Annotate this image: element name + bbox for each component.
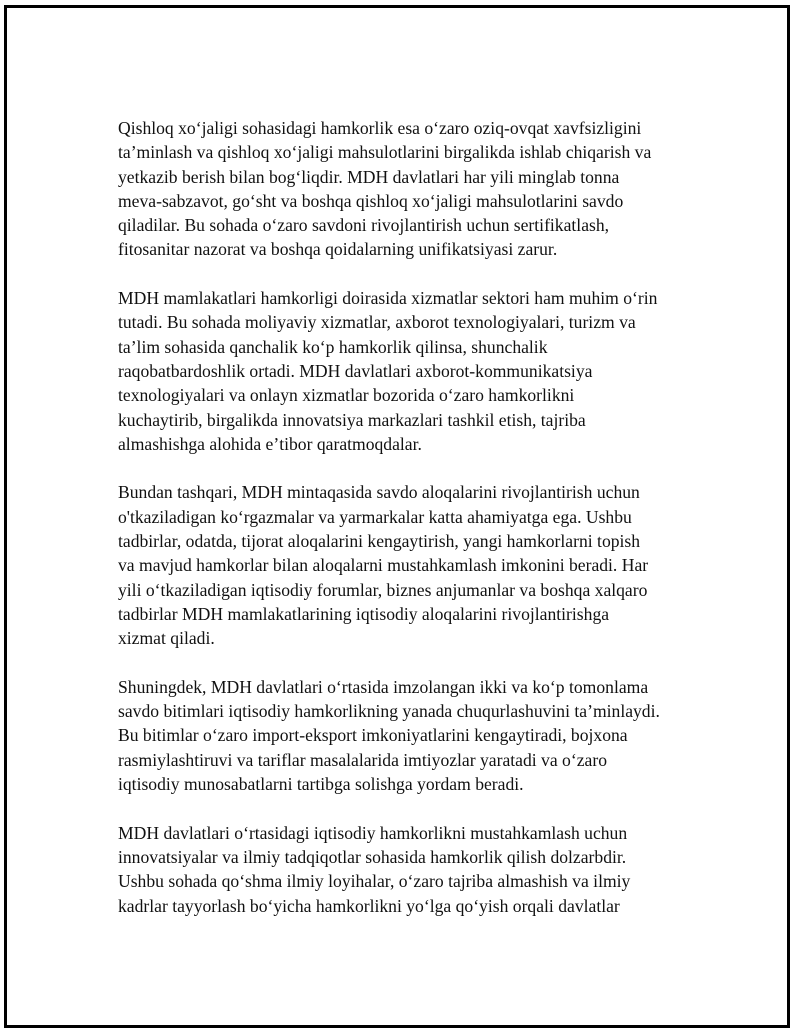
text-line: tadbirlar MDH mamlakatlarining iqtisodiy aloqalarini rivojlantirishga xyxy=(118,603,610,624)
text-line: Qishloq xoʻjaligi sohasidagi hamkorlik esa oʻzaro oziq-ovqat xavfsizligini xyxy=(118,118,642,138)
text-line: iqtisodiy munosabatlarni tartibga solishga yordam beradi. xyxy=(118,774,524,795)
text-line: tadbirlar, odatda, tijorat aloqalarini kengaytirish, yangi hamkorlarni topish xyxy=(118,531,641,552)
document-body xyxy=(118,116,693,942)
text-line: taʼminlash va qishloq xoʻjaligi mahsulotlarini birgalikda ishlab chiqarish va xyxy=(118,142,652,163)
text-line: MDH davlatlari oʻrtasidagi iqtisodiy hamkorlikni mustahkamlash uchun xyxy=(118,822,628,843)
paragraph-trade-agreements xyxy=(118,675,693,796)
text-line: taʼlim sohasida qanchalik koʻp hamkorlik qilinsa, shunchalik xyxy=(118,336,548,357)
text-line: MDH mamlakatlari hamkorligi doirasida xizmatlar sektori ham muhim oʻrin xyxy=(118,288,658,309)
text-line: Bu bitimlar oʻzaro import-eksport imkoniyatlarini kengaytiradi, bojxona xyxy=(118,725,628,746)
text-line: Ushbu sohada qoʻshma ilmiy loyihalar, oʻzaro tajriba almashish va ilmiy xyxy=(118,871,631,892)
text-line: raqobatbardoshlik ortadi. MDH davlatlari axborot-kommunikatsiya xyxy=(118,360,593,381)
paragraph-services xyxy=(118,286,693,456)
text-line: xizmat qiladi. xyxy=(118,628,215,649)
text-line: savdo bitimlari iqtisodiy hamkorlikning yanada chuqurlashuvini taʼminlaydi. xyxy=(118,701,660,722)
text-line: qiladilar. Bu sohada oʻzaro savdoni rivojlantirish uchun sertifikatlash, xyxy=(118,215,610,236)
text-line: kadrlar tayyorlash boʻyicha hamkorlikni yoʻlga qoʻyish orqali davlatlar xyxy=(118,895,620,916)
text-line: o'tkaziladigan koʻrgazmalar va yarmarkalar katta ahamiyatga ega. Ushbu xyxy=(118,506,632,527)
text-line: texnologiyalari va onlayn xizmatlar bozorida oʻzaro hamkorlikni xyxy=(118,385,575,406)
text-line: yetkazib berish bilan bogʻliqdir. MDH davlatlari har yili minglab tonna xyxy=(118,166,620,187)
text-line: meva-sabzavot, goʻsht va boshqa qishloq xoʻjaligi mahsulotlarini savdo xyxy=(118,190,624,211)
paragraph-agriculture xyxy=(118,116,693,262)
text-line: tutadi. Bu sohada moliyaviy xizmatlar, axborot texnologiyalari, turizm va xyxy=(118,312,636,333)
paragraph-innovation xyxy=(118,821,693,918)
text-line: kuchaytirib, birgalikda innovatsiya markazlari tashkil etish, tajriba xyxy=(118,409,586,430)
text-line: Bundan tashqari, MDH mintaqasida savdo aloqalarini rivojlantirish uchun xyxy=(118,482,640,503)
text-line: va mavjud hamkorlar bilan aloqalarni mustahkamlash imkonini beradi. Har xyxy=(118,555,649,576)
text-line: rasmiylashtiruvi va tariflar masalalarida imtiyozlar yaratadi va oʻzaro xyxy=(118,749,607,770)
text-line: fitosanitar nazorat va boshqa qoidalarning unifikatsiyasi zarur. xyxy=(118,239,558,260)
text-line: innovatsiyalar va ilmiy tadqiqotlar sohasida hamkorlik qilish dolzarbdir. xyxy=(118,846,627,867)
text-line: almashishga alohida eʼtibor qaratmoqdalar. xyxy=(118,433,422,454)
text-line: yili oʻtkaziladigan iqtisodiy forumlar, biznes anjumanlar va boshqa xalqaro xyxy=(118,579,648,600)
paragraph-exhibitions xyxy=(118,480,693,650)
text-line: Shuningdek, MDH davlatlari oʻrtasida imzolangan ikki va koʻp tomonlama xyxy=(118,676,649,697)
